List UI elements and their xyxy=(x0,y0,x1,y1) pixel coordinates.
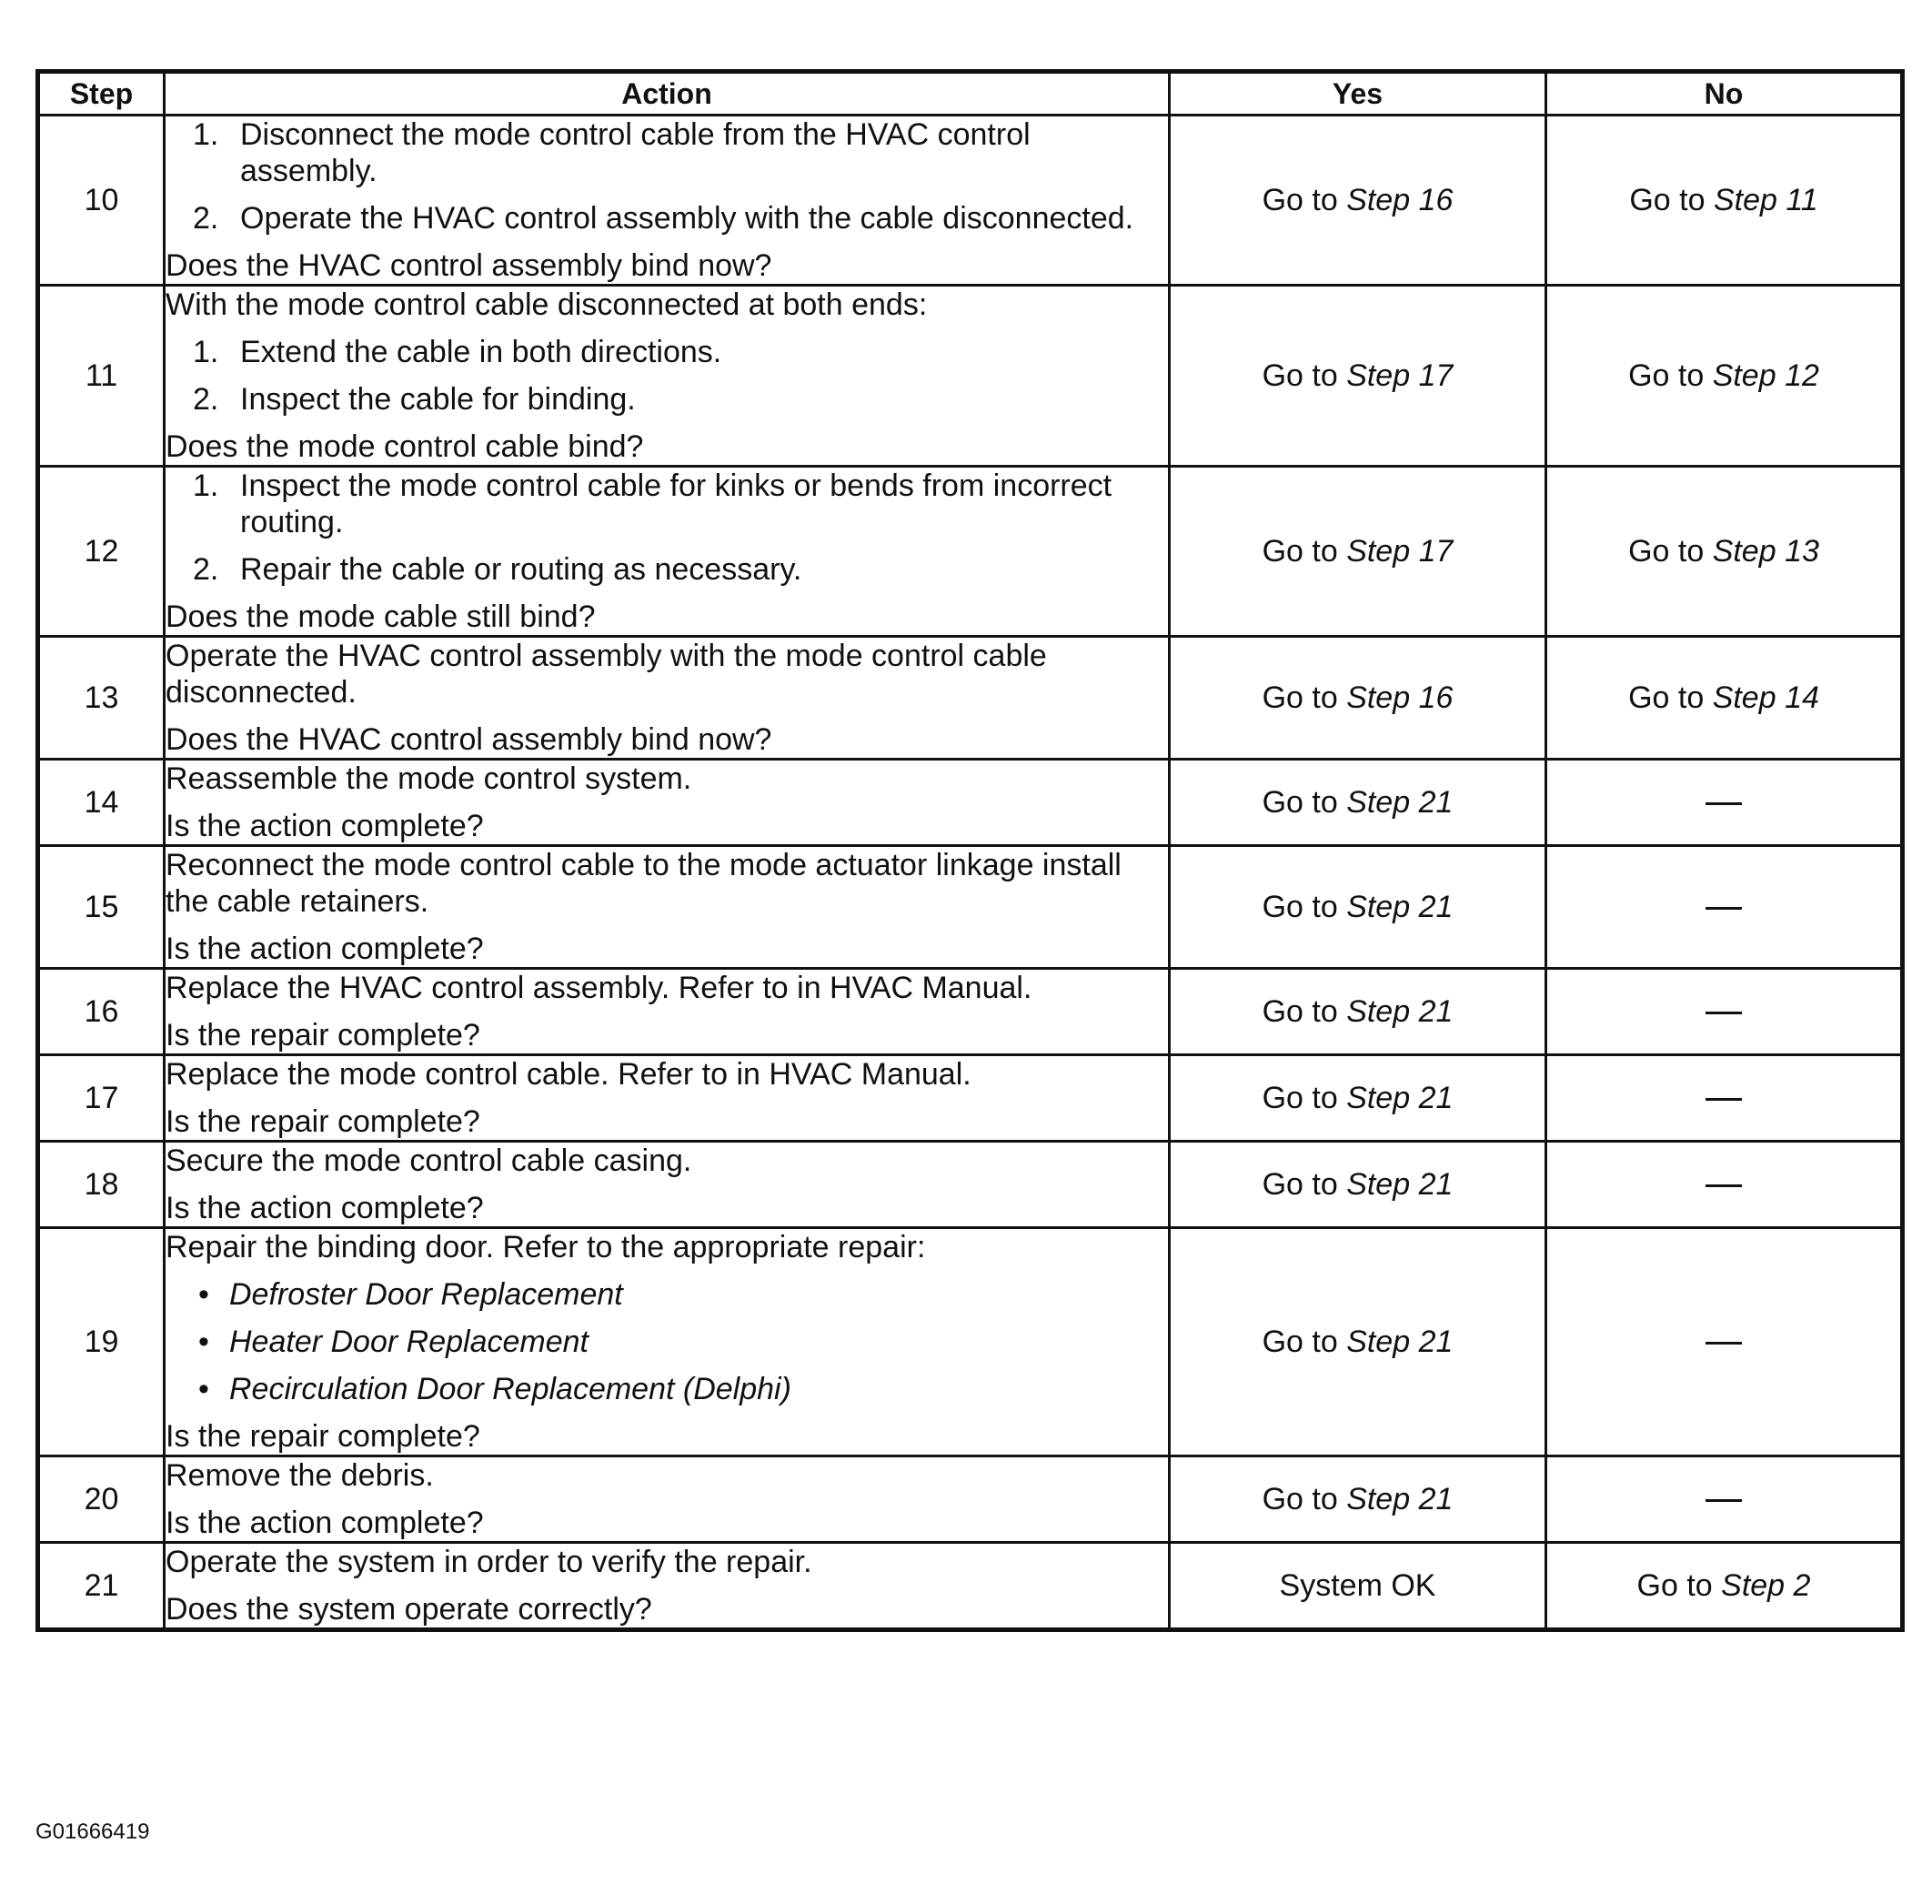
yes-cell xyxy=(1170,637,1546,760)
step-number: 15 xyxy=(38,846,165,969)
list-item-text: Operate the HVAC control assembly with the cable disconnected. xyxy=(240,201,1134,236)
yes-step-link[interactable]: Step 21 xyxy=(1346,1166,1454,1202)
dash-mark xyxy=(1706,1012,1742,1014)
action-cell xyxy=(165,969,1170,1055)
yes-step-link[interactable]: Step 21 xyxy=(1346,1324,1454,1359)
dash-mark xyxy=(1706,802,1742,805)
yes-cell xyxy=(1170,969,1546,1055)
action-intro: Remove the debris. xyxy=(166,1458,434,1493)
table-row xyxy=(38,969,1903,1055)
table-row xyxy=(38,637,1903,760)
action-question: Is the repair complete? xyxy=(166,1419,480,1454)
header-action: Action xyxy=(165,72,1170,116)
list-item xyxy=(166,468,1168,540)
yes-step-link[interactable]: Step 21 xyxy=(1346,1080,1454,1115)
numbered-list xyxy=(166,468,1168,588)
step-number: 14 xyxy=(38,760,165,846)
yes-prefix: Go to xyxy=(1262,1166,1347,1202)
bullet-item[interactable] xyxy=(166,1276,1168,1313)
list-item-text: Inspect the cable for binding. xyxy=(240,382,636,417)
no-prefix: Go to xyxy=(1628,358,1713,393)
yes-cell xyxy=(1170,1055,1546,1142)
yes-cell xyxy=(1170,1456,1546,1543)
list-number: 1. xyxy=(193,468,219,503)
diagnostic-step-table xyxy=(35,69,1905,1632)
dash-mark xyxy=(1706,1184,1742,1187)
table-row xyxy=(38,1055,1903,1142)
action-cell xyxy=(165,1228,1170,1456)
action-intro: With the mode control cable disconnected at both ends: xyxy=(166,287,928,322)
header-no: No xyxy=(1546,72,1903,116)
yes-prefix: Go to xyxy=(1262,1324,1347,1359)
step-number: 20 xyxy=(38,1456,165,1543)
action-intro: Secure the mode control cable casing. xyxy=(166,1143,692,1178)
action-question: Does the HVAC control assembly bind now? xyxy=(166,248,772,283)
bullet-icon: • xyxy=(198,1372,209,1406)
yes-cell xyxy=(1170,1142,1546,1228)
action-cell xyxy=(165,467,1170,637)
table-row xyxy=(38,1543,1903,1630)
no-cell xyxy=(1546,969,1903,1055)
action-intro: Reconnect the mode control cable to the mode actuator linkage install the cable retainers. xyxy=(166,848,1122,919)
action-cell xyxy=(165,116,1170,286)
action-question: Is the action complete? xyxy=(166,809,484,843)
dash-mark xyxy=(1706,1342,1742,1345)
bullet-item[interactable] xyxy=(166,1371,1168,1407)
table-row xyxy=(38,846,1903,969)
no-prefix: Go to xyxy=(1636,1567,1722,1603)
table-row xyxy=(38,760,1903,846)
action-intro: Operate the system in order to verify the repair. xyxy=(166,1545,812,1579)
action-question: Is the repair complete? xyxy=(166,1018,480,1053)
figure-id: G01666419 xyxy=(35,1819,150,1844)
action-cell xyxy=(165,1142,1170,1228)
list-item-text: Repair the cable or routing as necessary. xyxy=(240,552,802,587)
bullet-item-text: Defroster Door Replacement xyxy=(229,1277,623,1312)
action-intro: Operate the HVAC control assembly with the mode control cable disconnected. xyxy=(166,639,1047,710)
no-prefix: Go to xyxy=(1629,182,1714,217)
list-item xyxy=(166,551,1168,588)
no-cell xyxy=(1546,637,1903,760)
action-question: Is the action complete? xyxy=(166,1506,484,1540)
action-intro: Replace the HVAC control assembly. Refer to in HVAC Manual. xyxy=(166,971,1032,1005)
no-step-link[interactable]: Step 11 xyxy=(1713,182,1818,217)
action-question: Is the repair complete? xyxy=(166,1104,480,1139)
dash-mark xyxy=(1706,907,1742,910)
no-prefix: Go to xyxy=(1628,680,1713,715)
list-number: 2. xyxy=(193,201,219,236)
table-row xyxy=(38,467,1903,637)
list-number: 2. xyxy=(193,382,219,417)
yes-step-link[interactable]: Step 21 xyxy=(1346,889,1454,924)
step-number: 13 xyxy=(38,637,165,760)
no-step-link[interactable]: Step 12 xyxy=(1712,358,1819,393)
bullet-list xyxy=(166,1276,1168,1407)
action-question: Is the action complete? xyxy=(166,932,484,966)
step-number: 10 xyxy=(38,116,165,286)
table-row xyxy=(38,1456,1903,1543)
table-row xyxy=(38,1228,1903,1456)
list-item-text: Inspect the mode control cable for kinks or bends from incorrect routing. xyxy=(240,468,1112,539)
bullet-item-text: Heater Door Replacement xyxy=(229,1325,589,1359)
step-number: 16 xyxy=(38,969,165,1055)
list-item xyxy=(166,116,1168,189)
header-step: Step xyxy=(38,72,165,116)
action-cell xyxy=(165,760,1170,846)
step-number: 18 xyxy=(38,1142,165,1228)
action-intro: Replace the mode control cable. Refer to in HVAC Manual. xyxy=(166,1057,971,1092)
yes-prefix: Go to xyxy=(1262,1481,1347,1516)
list-number: 2. xyxy=(193,552,219,587)
yes-step-link[interactable]: Step 16 xyxy=(1346,182,1454,217)
table-row xyxy=(38,1142,1903,1228)
list-item xyxy=(166,334,1168,370)
header-yes: Yes xyxy=(1170,72,1546,116)
action-intro: Repair the binding door. Refer to the appropriate repair: xyxy=(166,1230,926,1264)
yes-step-link[interactable]: Step 21 xyxy=(1346,1481,1454,1516)
action-question: Does the mode cable still bind? xyxy=(166,599,596,634)
list-item-text: Disconnect the mode control cable from the HVAC control assembly. xyxy=(240,117,1031,188)
bullet-item[interactable] xyxy=(166,1324,1168,1360)
action-cell xyxy=(165,1543,1170,1630)
no-step-link[interactable]: Step 14 xyxy=(1712,680,1819,715)
no-cell xyxy=(1546,1055,1903,1142)
action-cell xyxy=(165,637,1170,760)
list-item xyxy=(166,381,1168,418)
yes-prefix: Go to xyxy=(1262,1080,1347,1115)
action-question: Does the system operate correctly? xyxy=(166,1592,652,1627)
bullet-icon: • xyxy=(198,1325,209,1359)
no-cell xyxy=(1546,1142,1903,1228)
bullet-item-text: Recirculation Door Replacement (Delphi) xyxy=(229,1372,791,1406)
no-prefix: Go to xyxy=(1628,533,1713,569)
list-number: 1. xyxy=(193,117,219,152)
yes-cell xyxy=(1170,760,1546,846)
action-cell xyxy=(165,286,1170,467)
action-intro: Reassemble the mode control system. xyxy=(166,761,692,796)
numbered-list xyxy=(166,116,1168,237)
action-question: Does the HVAC control assembly bind now? xyxy=(166,722,772,757)
list-item-text: Extend the cable in both directions. xyxy=(240,335,722,369)
yes-cell xyxy=(1170,1543,1546,1630)
step-number: 12 xyxy=(38,467,165,637)
yes-step-link[interactable]: Step 17 xyxy=(1346,533,1454,569)
yes-prefix: Go to xyxy=(1262,889,1347,924)
yes-step-link[interactable]: Step 17 xyxy=(1346,358,1454,393)
table-row xyxy=(38,286,1903,467)
yes-prefix: Go to xyxy=(1262,358,1347,393)
numbered-list xyxy=(166,334,1168,418)
no-step-link[interactable]: Step 13 xyxy=(1712,533,1819,569)
dash-mark xyxy=(1706,1499,1742,1502)
no-cell xyxy=(1546,1228,1903,1456)
no-cell xyxy=(1546,116,1903,286)
yes-cell xyxy=(1170,286,1546,467)
no-cell xyxy=(1546,1456,1903,1543)
action-question: Is the action complete? xyxy=(166,1191,484,1225)
step-number: 17 xyxy=(38,1055,165,1142)
no-cell xyxy=(1546,846,1903,969)
table-header-row xyxy=(38,72,1903,116)
yes-prefix: Go to xyxy=(1262,784,1347,820)
action-cell xyxy=(165,1055,1170,1142)
no-step-link[interactable]: Step 2 xyxy=(1721,1567,1811,1603)
yes-step-link[interactable]: Step 21 xyxy=(1346,993,1454,1029)
yes-cell xyxy=(1170,846,1546,969)
yes-prefix: Go to xyxy=(1262,993,1347,1029)
bullet-icon: • xyxy=(198,1277,209,1312)
table-row xyxy=(38,116,1903,286)
list-item xyxy=(166,200,1168,237)
yes-cell xyxy=(1170,467,1546,637)
yes-prefix: Go to xyxy=(1262,680,1347,715)
no-cell xyxy=(1546,1543,1903,1630)
yes-prefix: Go to xyxy=(1262,533,1347,569)
no-cell xyxy=(1546,286,1903,467)
yes-cell xyxy=(1170,116,1546,286)
list-number: 1. xyxy=(193,335,219,369)
action-cell xyxy=(165,846,1170,969)
step-number: 11 xyxy=(38,286,165,467)
action-question: Does the mode control cable bind? xyxy=(166,429,644,464)
yes-prefix: System OK xyxy=(1279,1567,1436,1603)
yes-prefix: Go to xyxy=(1262,182,1347,217)
no-cell xyxy=(1546,760,1903,846)
yes-step-link[interactable]: Step 16 xyxy=(1346,680,1454,715)
no-cell xyxy=(1546,467,1903,637)
action-cell xyxy=(165,1456,1170,1543)
step-number: 21 xyxy=(38,1543,165,1630)
yes-step-link[interactable]: Step 21 xyxy=(1346,784,1454,820)
yes-cell xyxy=(1170,1228,1546,1456)
step-number: 19 xyxy=(38,1228,165,1456)
dash-mark xyxy=(1706,1098,1742,1101)
